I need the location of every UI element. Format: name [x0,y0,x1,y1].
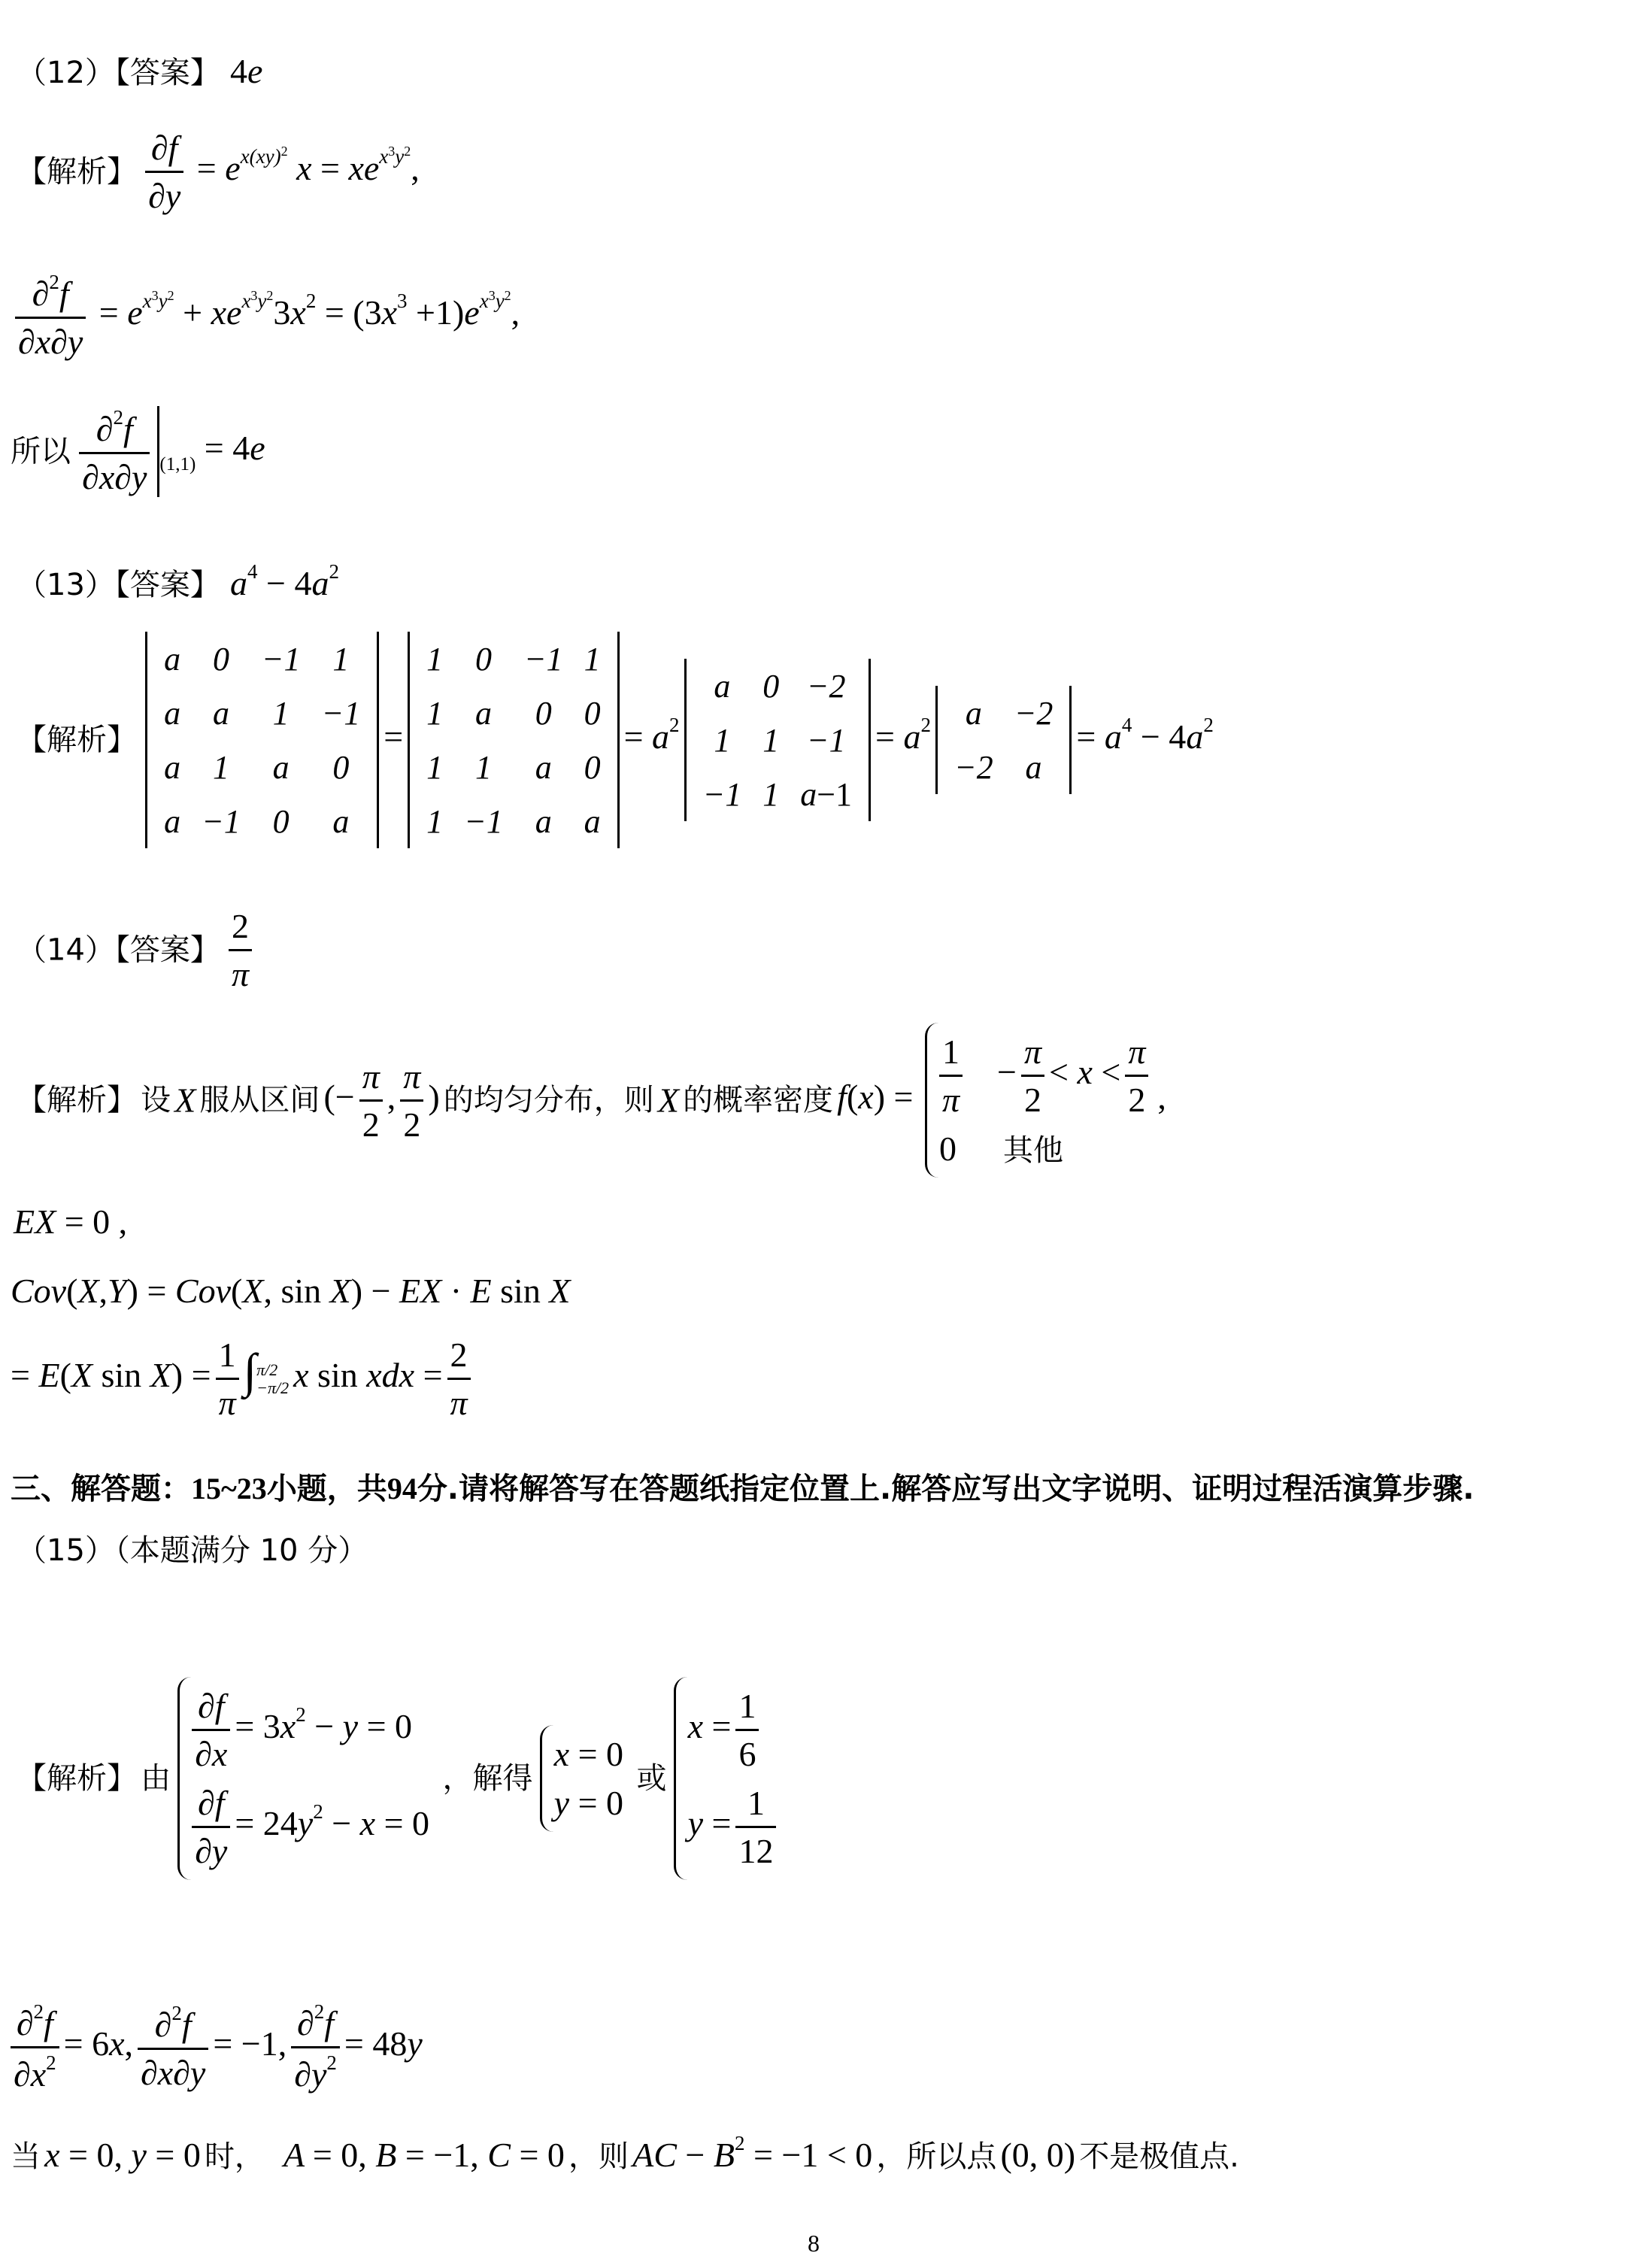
q12-formula-2: $\frac{\partial^2f}{\partial x\partial y}$ = $e^{x^3y^2} + xe^{x^3y^2}3x^2 = (3x^3 +1)e^{x^3y^2}$, [11,293,520,332]
q13-determinant-chain: a 0 −1 1 a a 1 −1 a 1 a 0 a −1 0 a = 1 0 −1 1 1 a 0 0 1 1 a 0 1 −1 a a = $a^2$ a 0 −2 1 1 −1 −1 1 a−1 = $a^2$ a −2 −2 a = $a^4 - 4a^2$ [141,717,1214,756]
q12-analysis-line-2 [11,271,520,362]
q15-solution-1: x = 0 y = 0 [537,1756,637,1794]
q13-analysis-line [17,632,1214,848]
page-number: 8 [808,2230,820,2257]
q15-dang: 当 [11,2139,41,2174]
q15-huo: 或 [636,1761,667,1796]
q12-formula-3: $\frac{\partial^2f}{\partial x\partial y}$ $_{(1,1)}$ = 4e [74,429,265,467]
q14-integral-line: = E(X sin X) = $\frac{1}{\pi}$ ∫ π/2 −π/2 x sin xdx = $\frac{2}{\pi}$ [11,1335,475,1423]
q14-answer: $\frac{2}{\pi}$ [224,927,256,966]
q14-ex-line: EX = 0 , [14,1202,128,1241]
q14-cov-line: Cov(X,Y) = Cov(X, sin X) − EX · E sin X [11,1272,571,1310]
q15-jiede: ，解得 [442,1761,533,1796]
q15-label: （15）（本题满分 10 分） [17,1533,368,1568]
q12-answer-line [17,51,262,91]
q13-answer: $a^4 - 4a^2$ [230,560,339,602]
q15-solution-2: x = $\frac{1}{6}$ y = $\frac{1}{12}$ [671,1756,786,1794]
section3-title: 三、解答题：15~23小题，共94分.请将解答写在答题纸指定位置上.解答应写出文字说明、证明过程活演算步骤. [11,1472,1475,1506]
q15-jiexi-label: 【解析】 [17,1761,137,1796]
q15-suoyi-dian: ，所以点 [876,2139,997,2174]
q13-answer-line [17,560,339,603]
q12-answer: 4e [230,52,263,90]
q15-shi: 时， [204,2139,265,2174]
q12-analysis-line-1 [17,128,420,216]
q15-you: 由 [141,1761,171,1796]
q12-jiexi-label: 【解析】 [17,154,137,190]
det-3x3: a 0 −2 1 1 −1 −1 1 a−1 [684,659,872,821]
q12-label: （12）【答案】 [17,56,220,90]
q14-piecewise-brace: $\frac{1}{\pi}$ − $\frac{\pi}{2}$ < x < $\frac{\pi}{2}$ 0 其他 [925,1023,1153,1178]
q14-text-1: 设 [141,1083,171,1117]
q14-analysis-line [17,1023,1166,1178]
q14-jiexi-label: 【解析】 [17,1083,137,1117]
q14-interval: (− $\frac{\pi}{2}$ , $\frac{\pi}{2}$ ) [323,1057,440,1144]
q14-text-2: 服从区间 [199,1083,320,1117]
q15-ze: ，则 [568,2139,629,2174]
det-4x4-original: a 0 −1 1 a a 1 −1 a 1 a 0 a −1 0 a [145,632,379,848]
q14-answer-line [17,906,256,994]
var-X-2: X [657,1081,679,1120]
q12-analysis-line-3 [11,406,265,497]
q15-bushi: 不是极值点. [1079,2139,1239,2174]
q14-label: （14）【答案】 [17,932,220,968]
q13-label: （13）【答案】 [17,568,220,602]
q15-analysis-line-1 [17,1677,785,1880]
q15-conclusion-line: 当 x = 0, y = 0 时， A = 0, B = −1, C = 0 ，则 AC − $B^2 = -1 < 0$ ，所以点 (0, 0) 不是极值点. [11,2132,1239,2174]
q14-text-4: 的概率密度 [683,1083,834,1117]
q13-jiexi-label: 【解析】 [17,723,137,757]
q15-system: $\frac{\partial f}{\partial x}$ = $3x^2 - y = 0$ $\frac{\partial f}{\partial y}$ = $24y^2 - x = 0$ [174,1756,442,1794]
q15-second-derivatives: $\frac{\partial^2f}{\partial x^2}$ = 6x, $\frac{\partial^2f}{\partial x\partial y}$ = −1, $\frac{\partial^2f}{\partial y^2}$ = 48y [11,2000,423,2094]
det-4x4-reduced: 1 0 −1 1 1 a 0 0 1 1 a 0 1 −1 a a [408,632,619,848]
q12-formula-1: $\frac{\partial f}{\partial y}$ = $e^{x(xy)^2}$ $x = xe^{x^3y^2}$, [141,149,420,187]
q12-suoyi: 所以 [11,434,71,469]
q14-text-3: 的均匀分布，则 [443,1083,654,1117]
q14-qita: 其他 [1002,1133,1063,1168]
det-2x2: a −2 −2 a [935,686,1072,794]
q14-density: f(x) = $\frac{1}{\pi}$ − $\frac{\pi}{2}$ < x < $\frac{\pi}{2}$ 0 其他 , [837,1078,1166,1116]
var-X: X [174,1081,196,1120]
